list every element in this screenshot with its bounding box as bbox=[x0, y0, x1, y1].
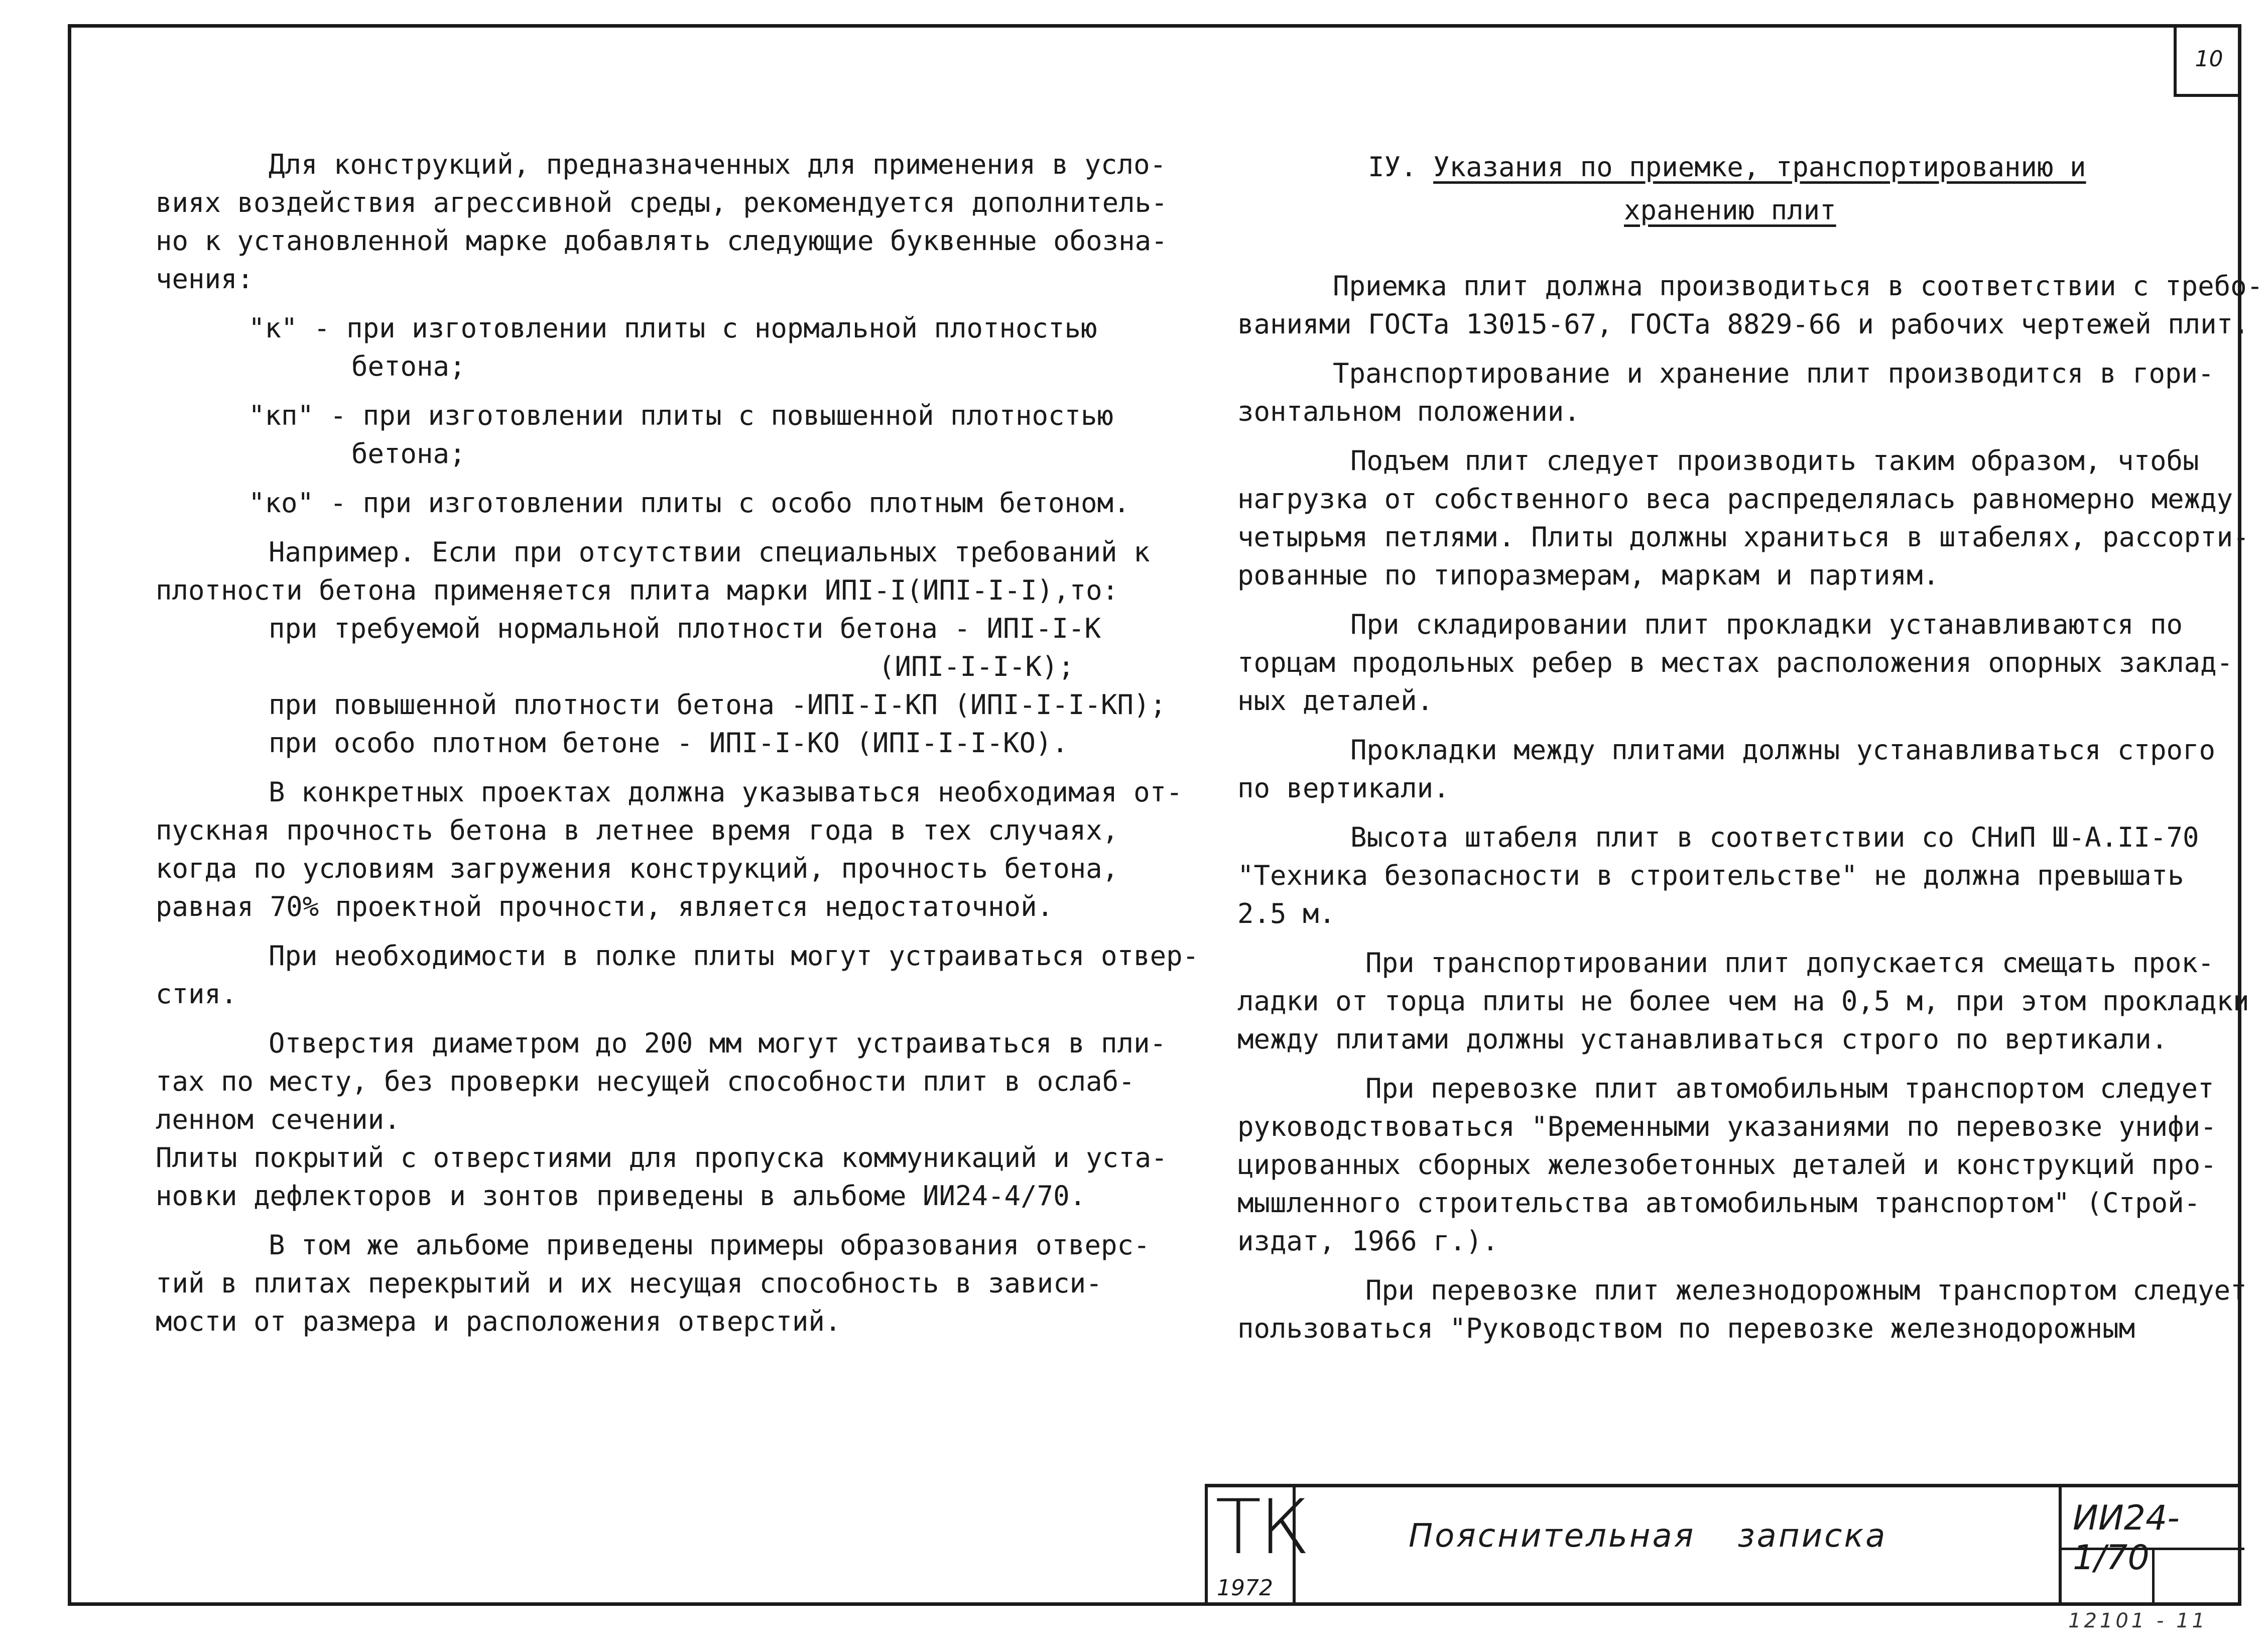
document-title: Пояснительная записка bbox=[1409, 1517, 1887, 1555]
heading-text: Указания по приемке, транспортированию и bbox=[1433, 151, 2086, 183]
text-line: При складировании плит прокладки устанавливаются по bbox=[1350, 609, 2183, 640]
text-line: ваниями ГОСТа 13015-67, ГОСТа 8829-66 и рабочих чертежей плит. bbox=[1237, 308, 2249, 340]
heading-text: хранению плит bbox=[1624, 194, 1836, 226]
text-line: когда по условиям загружения конструкций, прочность бетона, bbox=[156, 853, 1119, 884]
text-line: тах по месту, без проверки несущей способности плит в ослаб- bbox=[156, 1066, 1135, 1097]
text-line: нагрузка от собственного веса распределялась равномерно между bbox=[1237, 483, 2233, 515]
left-column bbox=[156, 146, 1199, 1341]
text-line: четырьмя петлями. Плиты должны храниться в штабелях, рассорти- bbox=[1237, 521, 2249, 553]
divider bbox=[2152, 1548, 2155, 1606]
text-line: При транспортировании плит допускается смещать прок- bbox=[1365, 947, 2214, 979]
page-number: 10 bbox=[2195, 46, 2223, 72]
text-line: пускная прочность бетона в летнее время года в тех случаях, bbox=[156, 814, 1119, 846]
text-line: новки дефлекторов и зонтов приведены в альбоме ИИ24-4/70. bbox=[156, 1180, 1086, 1212]
text-line: ладки от торца плиты не более чем на 0,5 м, при этом прокладки bbox=[1237, 985, 2249, 1017]
text-line: "ко" - при изготовлении плиты с особо плотным бетоном. bbox=[248, 487, 1130, 519]
text-line: пользоваться "Руководством по перевозке железнодорожным bbox=[1237, 1313, 2135, 1344]
tk-year: 1972 bbox=[1217, 1575, 1273, 1601]
text-line: мости от размера и расположения отверстий. bbox=[156, 1306, 841, 1337]
text-line: Отверстия диаметром до 200 мм могут устраиваться в пли- bbox=[269, 1027, 1167, 1059]
right-column bbox=[1237, 146, 2263, 1348]
text-line: рованные по типоразмерам, маркам и партиям. bbox=[1237, 559, 1939, 591]
text-line: тий в плитах перекрытий и их несущая способность в зависи- bbox=[156, 1267, 1102, 1299]
text-line: Для конструкций, предназначенных для применения в усло- bbox=[269, 149, 1167, 180]
text-line: Высота штабеля плит в соответствии со СНиП Ш-А.II-70 bbox=[1350, 822, 2199, 853]
text-line: Приемка плит должна производиться в соответствии с требо- bbox=[1333, 270, 2263, 302]
text-line: чения: bbox=[156, 263, 254, 295]
text-line: бетона; bbox=[351, 350, 466, 382]
text-line: В том же альбоме приведены примеры образования отверс- bbox=[269, 1229, 1150, 1261]
text-line: При необходимости в полке плиты могут устраиваться отвер- bbox=[269, 940, 1199, 972]
text-line: В конкретных проектах должна указываться необходимая от- bbox=[269, 776, 1183, 808]
text-line: "к" - при изготовлении плиты с нормальной плотностью bbox=[248, 312, 1097, 344]
text-line: ных деталей. bbox=[1237, 685, 1434, 717]
text-line: плотности бетона применяется плита марки ИПI-I(ИПI-I-I),то: bbox=[156, 574, 1119, 606]
text-line: но к установленной марке добавлять следующие буквенные обозна- bbox=[156, 225, 1168, 257]
text-line: зонтальном положении. bbox=[1237, 396, 1580, 427]
text-line: 2.5 м. bbox=[1237, 898, 1336, 929]
text-line: издат, 1966 г.). bbox=[1237, 1225, 1499, 1257]
text-line: цированных сборных железобетонных деталей и конструкций про- bbox=[1237, 1149, 2217, 1181]
text-line: Транспортирование и хранение плит производится в гори- bbox=[1333, 358, 2214, 389]
text-line: Прокладки между плитами должны устанавливаться строго bbox=[1350, 734, 2216, 766]
section-heading bbox=[1237, 146, 2263, 232]
text-line: руководствоваться "Временными указаниями по перевозке унифи- bbox=[1237, 1111, 2217, 1142]
text-line: При перевозке плит автомобильным транспортом следует bbox=[1365, 1073, 2214, 1104]
text-line: виях воздействия агрессивной среды, рекомендуется дополнитель- bbox=[156, 187, 1168, 218]
text-line: при требуемой нормальной плотности бетона - ИПI-I-К bbox=[269, 613, 1101, 644]
text-line: Например. Если при отсутствии специальных требований к bbox=[269, 536, 1150, 568]
text-line: Подъем плит следует производить таким образом, чтобы bbox=[1350, 445, 2199, 477]
text-line: При перевозке плит железнодорожным транспортом следует bbox=[1365, 1274, 2247, 1306]
text-line: равная 70% проектной прочности, является недостаточной. bbox=[156, 891, 1054, 922]
text-line: "Техника безопасности в строительстве" не должна превышать bbox=[1237, 860, 2184, 891]
text-line: при повышенной плотности бетона -ИПI-I-КП (ИПI-I-I-КП); bbox=[269, 689, 1167, 721]
page-number-box bbox=[2174, 24, 2241, 97]
text-line: между плитами должны устанавливаться строго по вертикали. bbox=[1237, 1023, 2168, 1055]
text-line: стия. bbox=[156, 978, 237, 1010]
text-line: (ИПI-I-I-К); bbox=[878, 651, 1075, 682]
text-line: мышленного строительства автомобильным транспортом" (Строй- bbox=[1237, 1187, 2201, 1219]
tk-cell bbox=[1208, 1484, 1308, 1606]
tk-label: ТК bbox=[1215, 1484, 1308, 1571]
text-line: "кп" - при изготовлении плиты с повышенной плотностью bbox=[248, 400, 1114, 431]
section-number: IУ. bbox=[1368, 151, 1434, 183]
text-line: Плиты покрытий с отверстиями для пропуска коммуникаций и уста- bbox=[156, 1142, 1168, 1174]
text-line: ленном сечении. bbox=[156, 1104, 401, 1135]
text-line: бетона; bbox=[351, 438, 466, 470]
code-cell bbox=[2059, 1487, 2244, 1606]
text-line: по вертикали. bbox=[1237, 772, 1450, 804]
document-code: ИИ24-1/70 bbox=[2073, 1498, 2180, 1578]
footer-number: 12101 - 11 bbox=[2068, 1609, 2208, 1632]
title-block bbox=[1205, 1484, 2241, 1606]
text-line: торцам продольных ребер в местах расположения опорных заклад- bbox=[1237, 647, 2233, 678]
text-line: при особо плотном бетоне - ИПI-I-КО (ИПI-I-I-КО). bbox=[269, 727, 1069, 759]
